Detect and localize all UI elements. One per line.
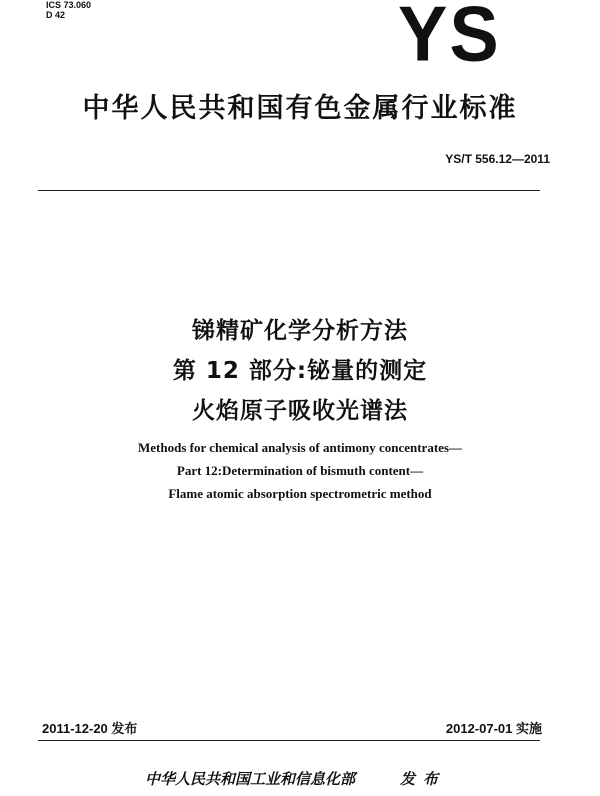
- english-title-line-3: Flame atomic absorption spectrometric method: [168, 486, 432, 501]
- publisher-name: 中华人民共和国工业和信息化部: [145, 770, 356, 788]
- english-title-line-2: Part 12:Determination of bismuth content—: [176, 463, 424, 478]
- class-code: D 42: [46, 10, 66, 20]
- standard-category-title: 中华人民共和国有色金属行业标准: [82, 93, 518, 124]
- issue-date: 2011-12-20 发布: [42, 721, 138, 736]
- classification-codes: [46, 0, 91, 20]
- chinese-title-line-2: 第 12 部分:铋量的测定: [172, 358, 428, 384]
- top-divider: [38, 190, 540, 191]
- chinese-title-line-1: 锑精矿化学分析方法: [192, 318, 408, 344]
- bottom-divider: [38, 740, 540, 741]
- publish-label: 发布: [400, 770, 447, 788]
- implementation-date: 2012-07-01 实施: [445, 721, 542, 736]
- standard-number: YS/T 556.12—2011: [445, 152, 550, 166]
- ys-logo: YS: [398, 0, 501, 78]
- ics-code: ICS 73.060: [46, 0, 92, 10]
- chinese-title-line-3: 火焰原子吸收光谱法: [192, 398, 408, 424]
- english-title-line-1: Methods for chemical analysis of antimony concentrates—: [137, 440, 462, 455]
